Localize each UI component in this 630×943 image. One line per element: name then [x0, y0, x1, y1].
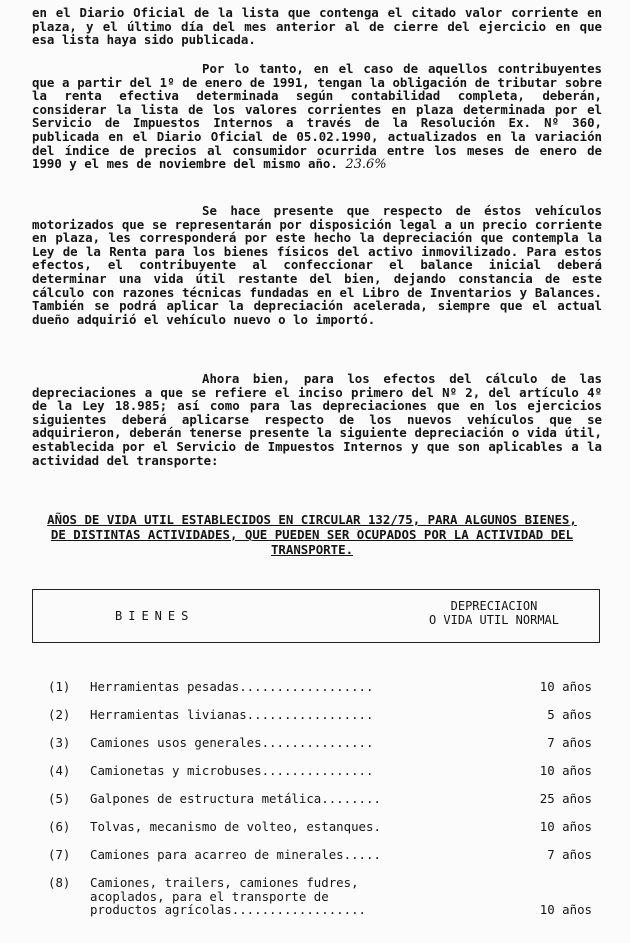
list-item: [40, 680, 592, 696]
item-number: (8): [48, 875, 71, 890]
list-item: [40, 764, 592, 780]
item-description: Galpones de estructura metálica........: [90, 791, 381, 806]
paragraph-1: en el Diario Oficial de la lista que contenga el citado valor corriente en plaza, y el último día del mes anterior al de cierre del ejercicio en que esa lista haya sido publicada.: [32, 5, 602, 48]
item-description: Herramientas livianas.................: [90, 707, 374, 722]
item-years: 10 años: [539, 902, 592, 917]
list-item: [40, 736, 592, 752]
paragraph-2: [32, 62, 602, 172]
item-years: 10 años: [539, 819, 592, 834]
column-header-depreciacion: [429, 599, 559, 627]
section-heading: AÑOS DE VIDA UTIL ESTABLECIDOS EN CIRCULAR 132/75, PARA ALGUNOS BIENES, DE DISTINTAS ACTIVIDADES, QUE PUEDEN SER OCUPADOS POR LA ACTIVIDAD DEL TRANSPORTE.: [47, 512, 577, 557]
item-number: (7): [48, 847, 71, 862]
item-years: 10 años: [539, 679, 592, 694]
item-years: 7 años: [547, 735, 592, 750]
handwritten-note: 23.6%: [345, 157, 387, 173]
item-description: Camionetas y microbuses...............: [90, 763, 374, 778]
item-years: 25 años: [539, 791, 592, 806]
list-item: [40, 708, 592, 724]
item-number: (6): [48, 819, 71, 834]
paragraph-3: Se hace presente que respecto de éstos vehículos motorizados que se representarán por disposición legal a un precio corriente en plaza, les corresponderá por este hecho la depreciación que contempla la Ley de la Renta para los bienes físicos del activo inmovilizado. Para estos efectos, el contribuyente al confeccionar el balance inicial deberá determinar una vida útil restante del bien, dejando constancia de este cálculo con razones técnicas fundadas en el Libro de Inventarios y Balances. También se podrá aplicar la depreciación acelerada, siempre que el actual dueño adquirió el vehículo nuevo o lo importó.: [32, 203, 602, 327]
item-years: 10 años: [539, 763, 592, 778]
list-item: [40, 875, 592, 918]
item-years: 7 años: [547, 847, 592, 862]
column-header-bienes: BIENES: [115, 609, 195, 623]
table-header-box: [32, 589, 600, 643]
item-years: 5 años: [547, 707, 592, 722]
list-item: [40, 848, 592, 864]
paragraph-4: Ahora bien, para los efectos del cálculo de las depreciaciones a que se refiere el inciso primero del Nº 2, del artículo 4º de la Ley 18.985; así como para las depreciaciones que en los ejercicios siguientes deberá aplicarse respecto de los nuevos vehículos que se adquirieron, deberán tenerse presente la siguiente depreciación o vida útil, establecida por el Servicio de Impuestos Internos y que son aplicables a la actividad del transporte:: [32, 371, 602, 468]
paragraph-2-text: Por lo tanto, en el caso de aquellos contribuyentes que a partir del 1º de enero de 1991, tengan la obligación de tributar sobre la renta efectiva determinada según contabilidad completa, deberán, considerar la lista de los valores corrientes en plaza determinada por el Servicio de Impuestos Internos a través de la Resolución Ex. Nº 360, publicada en el Diario Oficial de 05.02.1990, actualizados en la variación del índice de precios al consumidor ocurrida entre los meses de enero de 1990 y el mes de noviembre del mismo año.: [32, 61, 602, 172]
item-description: Camiones para acarreo de minerales.....: [90, 847, 381, 862]
list-item: [40, 792, 592, 808]
item-number: (3): [48, 735, 71, 750]
item-number: (1): [48, 679, 71, 694]
item-description: Camiones, trailers, camiones fudres, acoplados, para el transporte de productos agrícolas..................: [90, 875, 367, 918]
item-number: (4): [48, 763, 71, 778]
column-header-dep-line2: O VIDA UTIL NORMAL: [428, 613, 559, 627]
item-description: Tolvas, mecanismo de volteo, estanques.: [90, 819, 381, 834]
item-number: (5): [48, 791, 71, 806]
list-item: [40, 820, 592, 836]
column-header-dep-line1: DEPRECIACION: [450, 599, 538, 613]
item-number: (2): [48, 707, 71, 722]
item-description: Herramientas pesadas..................: [90, 679, 374, 694]
item-description: Camiones usos generales...............: [90, 735, 374, 750]
